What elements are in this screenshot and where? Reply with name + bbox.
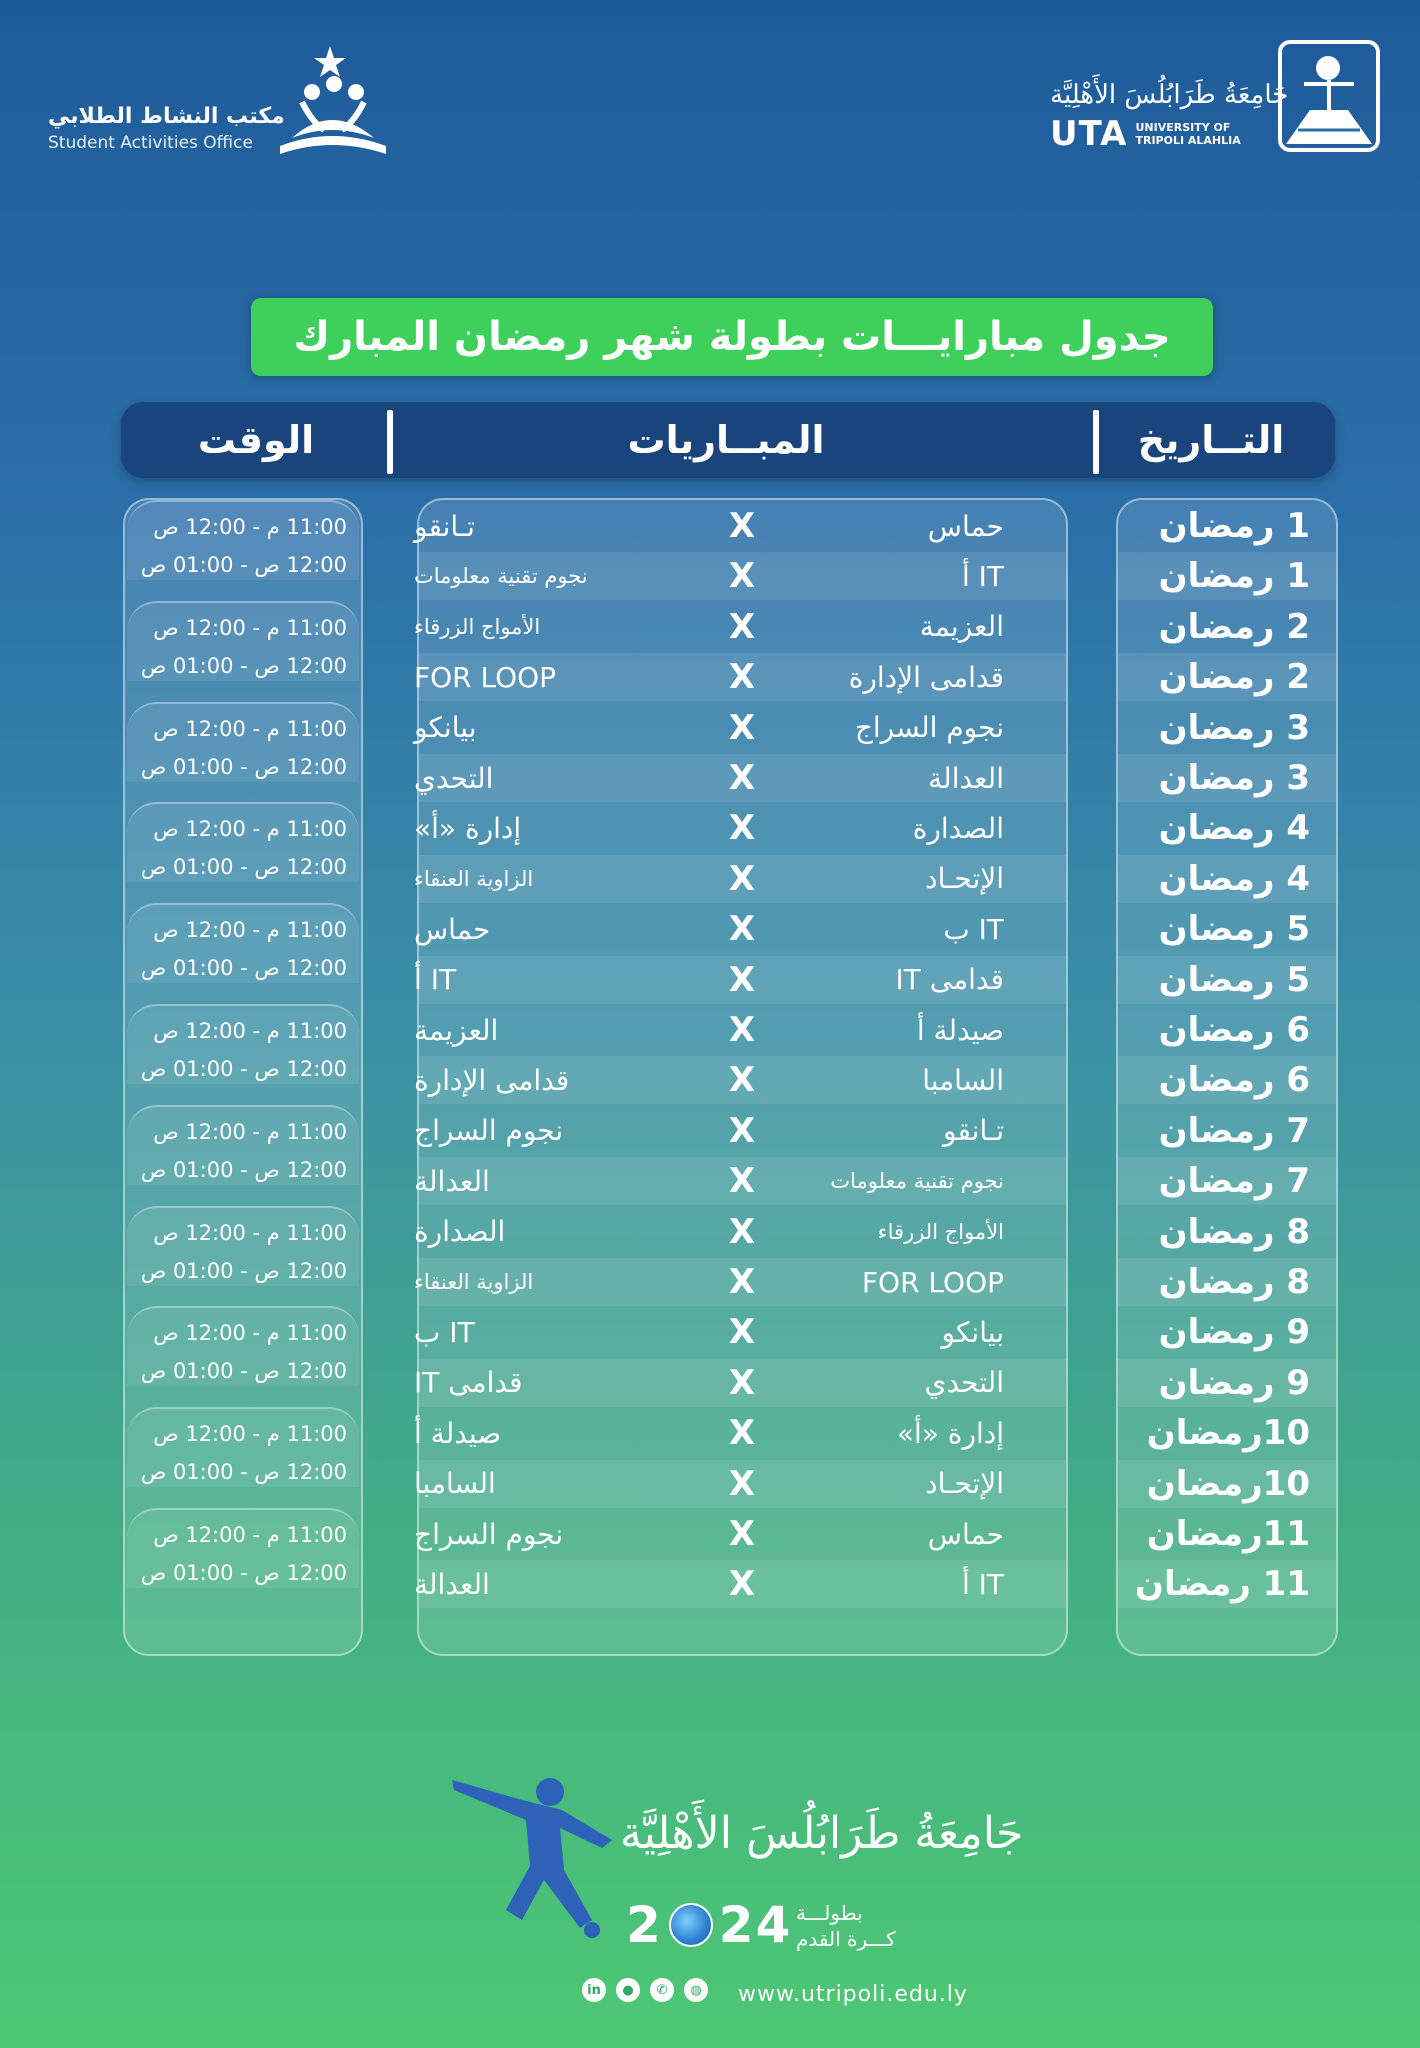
match-row bbox=[414, 1157, 1066, 1205]
versus-mark: X bbox=[728, 1110, 756, 1151]
time-first: 11:00 م - 12:00 ص bbox=[153, 1422, 347, 1447]
away-team: الأمواج الزرقاء bbox=[414, 614, 541, 639]
away-team: نجوم السراج bbox=[414, 1114, 564, 1148]
date-row bbox=[1118, 956, 1336, 1004]
website-link[interactable]: www.utripoli.edu.ly bbox=[738, 1982, 968, 2007]
date-row bbox=[1118, 905, 1336, 953]
time-slot bbox=[127, 1306, 359, 1386]
date-label: 9 رمضان bbox=[1158, 1362, 1310, 1403]
date-label: 6 رمضان bbox=[1158, 1010, 1310, 1050]
away-team: السامبا bbox=[414, 1467, 496, 1501]
versus-mark: X bbox=[728, 758, 756, 798]
date-label: 4 رمضان bbox=[1158, 858, 1310, 899]
home-team: الصدارة bbox=[912, 811, 1004, 845]
time-slot bbox=[127, 802, 359, 882]
sao-arabic-name: مكتب النشاط الطلابي bbox=[48, 104, 285, 129]
tournament-caption: بطولـــة كـــرة القدم bbox=[796, 1901, 896, 1951]
date-row bbox=[1118, 1258, 1336, 1306]
versus-mark: X bbox=[728, 1312, 756, 1353]
uta-logo-text bbox=[1050, 80, 1288, 154]
match-row bbox=[414, 1510, 1066, 1558]
date-row bbox=[1118, 704, 1336, 752]
date-row bbox=[1118, 552, 1336, 600]
match-row bbox=[414, 1560, 1066, 1608]
versus-mark: X bbox=[728, 808, 756, 849]
versus-mark: X bbox=[728, 1413, 756, 1454]
match-row bbox=[414, 1258, 1066, 1306]
away-team: التحدي bbox=[414, 761, 494, 795]
whatsapp-icon[interactable]: ✆ bbox=[650, 1978, 674, 2002]
date-row bbox=[1118, 653, 1336, 701]
date-row bbox=[1118, 754, 1336, 802]
versus-mark: X bbox=[728, 858, 756, 899]
versus-mark: X bbox=[728, 1211, 756, 1252]
time-first: 11:00 م - 12:00 ص bbox=[153, 615, 347, 640]
date-row bbox=[1118, 855, 1336, 903]
date-row bbox=[1118, 1056, 1336, 1104]
year-digits: 24 bbox=[718, 1896, 793, 1954]
match-row bbox=[414, 1208, 1066, 1256]
uta-arabic-name: جَامِعَةُ طَرَابُلُسَ الأَهْلِيَّة bbox=[1050, 80, 1289, 110]
time-second: 12:00 ص - 01:00 ص bbox=[140, 956, 347, 981]
column-header-time: الوقت bbox=[197, 418, 315, 462]
match-row bbox=[414, 804, 1066, 852]
time-second: 12:00 ص - 01:00 ص bbox=[140, 1258, 347, 1283]
match-row bbox=[414, 502, 1066, 550]
times-panel bbox=[123, 498, 363, 1656]
football-player-icon bbox=[452, 1770, 632, 1940]
date-row bbox=[1118, 1006, 1336, 1054]
date-row bbox=[1118, 603, 1336, 651]
away-team: الصدارة bbox=[414, 1215, 506, 1249]
away-team: قدامى IT bbox=[414, 1366, 523, 1400]
date-label: 3 رمضان bbox=[1158, 707, 1310, 748]
versus-mark: X bbox=[728, 1060, 756, 1101]
time-second: 12:00 ص - 01:00 ص bbox=[140, 754, 347, 779]
time-first: 11:00 م - 12:00 ص bbox=[153, 817, 347, 842]
versus-mark: X bbox=[728, 1262, 756, 1302]
time-second: 12:00 ص - 01:00 ص bbox=[140, 1460, 347, 1485]
match-row bbox=[414, 1409, 1066, 1457]
date-label: 5 رمضان bbox=[1158, 909, 1310, 950]
match-row bbox=[414, 1460, 1066, 1508]
away-team: نجوم السراج bbox=[414, 1517, 564, 1551]
uta-abbreviation: UTA bbox=[1050, 114, 1128, 154]
away-team: الزاوية العنقاء bbox=[414, 1270, 534, 1294]
match-row bbox=[414, 1308, 1066, 1356]
versus-mark: X bbox=[728, 1362, 756, 1403]
date-label: 5 رمضان bbox=[1158, 959, 1310, 1000]
time-second: 12:00 ص - 01:00 ص bbox=[140, 1157, 347, 1182]
date-label: 11 رمضان bbox=[1134, 1564, 1310, 1605]
match-row bbox=[414, 552, 1066, 600]
home-team: IT أ bbox=[961, 1567, 1004, 1601]
home-team: IT ب bbox=[943, 912, 1004, 946]
date-label: 2 رمضان bbox=[1158, 606, 1310, 647]
away-team: IT ب bbox=[414, 1315, 475, 1349]
location-icon[interactable]: ● bbox=[616, 1978, 640, 2002]
student-activities-logo-icon bbox=[272, 42, 394, 160]
versus-mark: X bbox=[728, 1010, 756, 1050]
home-team: حماس bbox=[927, 1517, 1004, 1551]
time-second: 12:00 ص - 01:00 ص bbox=[140, 1359, 347, 1384]
time-slot bbox=[127, 1407, 359, 1487]
match-row bbox=[414, 956, 1066, 1004]
student-activities-office-logo-text bbox=[48, 104, 285, 153]
home-team: إدارة «أ» bbox=[896, 1416, 1004, 1450]
versus-mark: X bbox=[728, 1161, 756, 1202]
home-team: التحدي bbox=[924, 1366, 1004, 1400]
date-label: 2 رمضان bbox=[1158, 657, 1310, 698]
match-row bbox=[414, 704, 1066, 752]
time-second: 12:00 ص - 01:00 ص bbox=[140, 1057, 347, 1081]
date-row bbox=[1118, 502, 1336, 550]
column-header-bar bbox=[121, 402, 1335, 478]
date-label: 11رمضان bbox=[1146, 1514, 1310, 1554]
column-header-date: التــاريخ bbox=[1137, 418, 1285, 462]
time-slot bbox=[127, 601, 359, 681]
time-first: 11:00 م - 12:00 ص bbox=[153, 1119, 347, 1144]
time-first: 11:00 م - 12:00 ص bbox=[153, 1019, 347, 1043]
match-row bbox=[414, 1006, 1066, 1054]
uta-english-block bbox=[1050, 114, 1288, 154]
date-row bbox=[1118, 1460, 1336, 1508]
date-row bbox=[1118, 1308, 1336, 1356]
away-team: العزيمة bbox=[414, 1013, 499, 1047]
date-label: 4 رمضان bbox=[1158, 808, 1310, 849]
away-team: IT أ bbox=[414, 963, 457, 997]
home-team: الإتحـاد bbox=[925, 862, 1004, 896]
date-label: 10رمضان bbox=[1146, 1413, 1310, 1454]
time-first: 11:00 م - 12:00 ص bbox=[153, 1220, 347, 1245]
match-row bbox=[414, 1107, 1066, 1155]
time-first: 11:00 م - 12:00 ص bbox=[153, 918, 347, 943]
time-slot bbox=[127, 1004, 359, 1084]
time-slot bbox=[127, 1206, 359, 1286]
column-separator bbox=[1093, 410, 1099, 474]
away-team: حماس bbox=[414, 912, 491, 946]
sao-english-name: Student Activities Office bbox=[48, 133, 253, 153]
time-slot bbox=[127, 500, 359, 580]
home-team: تـانقو bbox=[943, 1114, 1004, 1148]
versus-mark: X bbox=[728, 657, 756, 698]
match-row bbox=[414, 603, 1066, 651]
match-row bbox=[414, 855, 1066, 903]
home-team: صيدلة أ bbox=[916, 1013, 1004, 1047]
home-team: السامبا bbox=[922, 1063, 1004, 1097]
match-row bbox=[414, 1359, 1066, 1407]
away-team: صيدلة أ bbox=[414, 1416, 502, 1450]
time-slot bbox=[127, 1508, 359, 1588]
column-separator bbox=[387, 410, 393, 474]
home-team: قدامى الإدارة bbox=[848, 660, 1004, 694]
away-team: إدارة «أ» bbox=[414, 811, 522, 845]
date-row bbox=[1118, 1560, 1336, 1608]
versus-mark: X bbox=[728, 1514, 756, 1554]
time-slot bbox=[127, 1105, 359, 1185]
home-team: نجوم السراج bbox=[854, 711, 1004, 745]
footer-university-name: جَامِعَةُ طَرَابُلُسَ الأَهْلِيَّة bbox=[620, 1808, 1024, 1859]
year-digit: 2 bbox=[626, 1896, 663, 1954]
time-second: 12:00 ص - 01:00 ص bbox=[140, 1561, 347, 1585]
linkedin-icon[interactable]: in bbox=[582, 1978, 606, 2002]
date-row bbox=[1118, 1409, 1336, 1457]
date-label: 3 رمضان bbox=[1158, 758, 1310, 798]
home-team: نجوم تقنية معلومات bbox=[830, 1169, 1004, 1194]
time-slot bbox=[127, 903, 359, 983]
versus-mark: X bbox=[728, 506, 756, 546]
home-team: بيانكو bbox=[941, 1315, 1004, 1349]
home-team: قدامى IT bbox=[895, 963, 1004, 997]
away-team: الزاوية العنقاء bbox=[414, 866, 534, 891]
date-row bbox=[1118, 1208, 1336, 1256]
date-row bbox=[1118, 1157, 1336, 1205]
date-row bbox=[1118, 804, 1336, 852]
time-second: 12:00 ص - 01:00 ص bbox=[140, 855, 347, 880]
match-row bbox=[414, 653, 1066, 701]
home-team: FOR LOOP bbox=[861, 1265, 1004, 1299]
date-label: 8 رمضان bbox=[1158, 1262, 1310, 1302]
time-first: 11:00 م - 12:00 ص bbox=[153, 1523, 347, 1547]
versus-mark: X bbox=[728, 909, 756, 950]
away-team: FOR LOOP bbox=[414, 660, 557, 694]
date-label: 7 رمضان bbox=[1158, 1110, 1310, 1151]
versus-mark: X bbox=[728, 606, 756, 647]
globe-icon[interactable]: ◍ bbox=[684, 1978, 708, 2002]
column-header-matches: المبــاريات bbox=[627, 418, 825, 462]
date-label: 6 رمضان bbox=[1158, 1060, 1310, 1101]
home-team: IT أ bbox=[961, 559, 1004, 593]
away-team: بيانكو bbox=[414, 711, 477, 745]
date-label: 10رمضان bbox=[1146, 1463, 1310, 1504]
home-team: حماس bbox=[927, 509, 1004, 543]
home-team: العزيمة bbox=[919, 610, 1004, 644]
away-team: نجوم تقنية معلومات bbox=[414, 564, 588, 589]
versus-mark: X bbox=[728, 1463, 756, 1504]
matches-panel bbox=[414, 498, 1068, 1656]
time-first: 11:00 م - 12:00 ص bbox=[153, 515, 347, 539]
time-slot bbox=[127, 702, 359, 782]
date-label: 9 رمضان bbox=[1158, 1312, 1310, 1353]
date-row bbox=[1118, 1107, 1336, 1155]
versus-mark: X bbox=[728, 959, 756, 1000]
match-row bbox=[414, 1056, 1066, 1104]
time-second: 12:00 ص - 01:00 ص bbox=[140, 553, 347, 577]
uta-english-name: UNIVERSITY OF TRIPOLI ALAHLIA bbox=[1135, 121, 1241, 147]
date-label: 7 رمضان bbox=[1158, 1161, 1310, 1202]
home-team: الإتحـاد bbox=[925, 1467, 1004, 1501]
time-first: 11:00 م - 12:00 ص bbox=[153, 716, 347, 741]
date-row bbox=[1118, 1359, 1336, 1407]
away-team: العدالة bbox=[414, 1164, 490, 1198]
match-row bbox=[414, 905, 1066, 953]
football-icon bbox=[669, 1903, 713, 1947]
time-second: 12:00 ص - 01:00 ص bbox=[140, 653, 347, 678]
date-label: 1 رمضان bbox=[1158, 556, 1310, 597]
versus-mark: X bbox=[728, 707, 756, 748]
dates-panel bbox=[1116, 498, 1338, 1656]
uta-emblem-icon bbox=[1278, 40, 1380, 152]
schedule-title: جدول مبارايـــات بطولة شهر رمضان المبارك bbox=[251, 298, 1213, 376]
away-team: العدالة bbox=[414, 1567, 490, 1601]
away-team: قدامى الإدارة bbox=[414, 1063, 570, 1097]
time-first: 11:00 م - 12:00 ص bbox=[153, 1321, 347, 1346]
home-team: الأمواج الزرقاء bbox=[877, 1219, 1004, 1244]
match-row bbox=[414, 754, 1066, 802]
home-team: العدالة bbox=[928, 761, 1004, 795]
date-label: 1 رمضان bbox=[1158, 506, 1310, 546]
tournament-year bbox=[626, 1896, 792, 1954]
versus-mark: X bbox=[728, 1564, 756, 1605]
date-label: 8 رمضان bbox=[1158, 1211, 1310, 1252]
social-icons bbox=[582, 1978, 708, 2002]
versus-mark: X bbox=[728, 556, 756, 597]
away-team: تـانقو bbox=[414, 509, 475, 543]
date-row bbox=[1118, 1510, 1336, 1558]
